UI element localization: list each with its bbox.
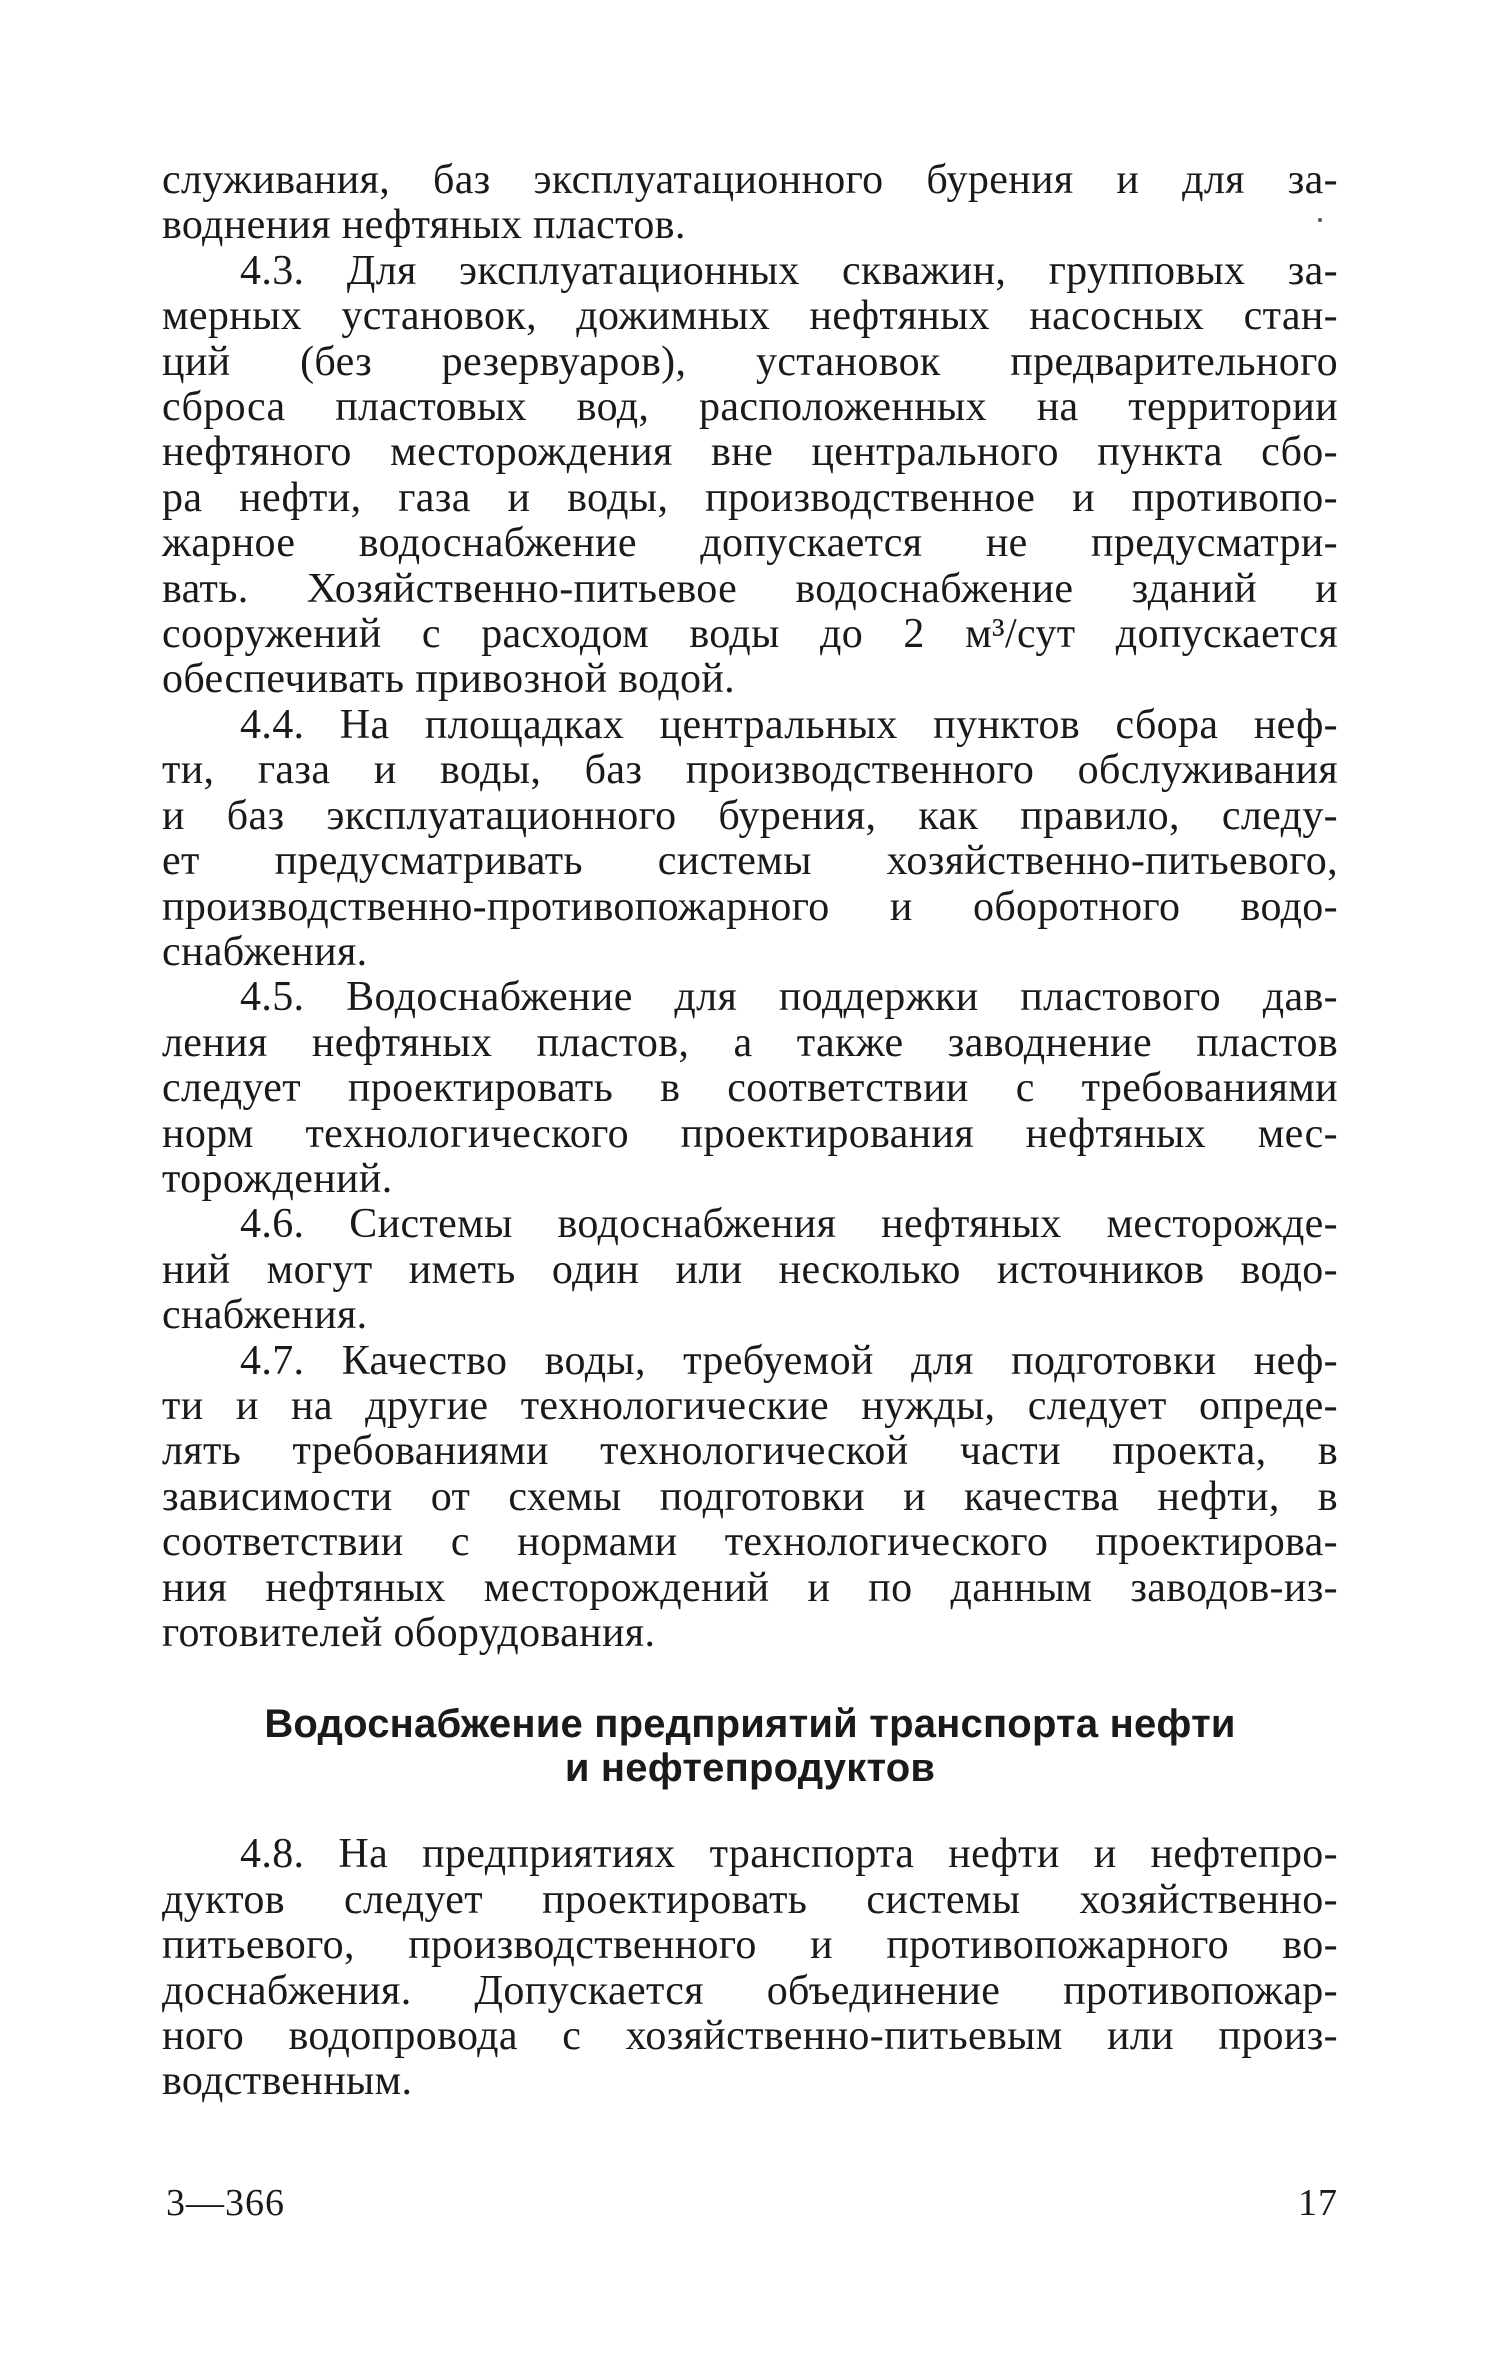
text-line: соответствии с нормами технологического проектирова- xyxy=(162,1519,1338,1566)
text-line: 4.4. На площадках центральных пунктов сбора неф- xyxy=(240,701,1338,748)
text-line: 4.3. Для эксплуатационных скважин, групповых за- xyxy=(240,247,1338,294)
text-line: лять требованиями технологической части проекта, в xyxy=(162,1428,1338,1475)
text-line: жарное водоснабжение допускается не предусматри- xyxy=(162,520,1338,567)
text-line: норм технологического проектирования нефтяных мес- xyxy=(162,1110,1338,1157)
text-line: ра нефти, газа и воды, производственное и противопо- xyxy=(162,474,1338,521)
text-line: 4.5. Водоснабжение для поддержки пластового дав- xyxy=(240,974,1338,1021)
paragraph-4-4 xyxy=(162,703,1338,975)
text-line: служивания, баз эксплуатационного бурения и для за- xyxy=(162,157,1338,203)
text-line: сброса пластовых вод, расположенных на территории xyxy=(162,384,1338,431)
document-page xyxy=(162,158,1338,2105)
paragraph-4-7 xyxy=(162,1339,1338,1657)
text-line: ления нефтяных пластов, а также заводнение пластов xyxy=(162,1019,1338,1066)
text-line: готовителей оборудования. xyxy=(162,1610,656,1656)
section-heading-line-1: Водоснабжение предприятий транспорта нефти xyxy=(264,1702,1236,1747)
page-number: 17 xyxy=(1298,2182,1338,2224)
text-line: ти и на другие технологические нужды, следует опреде- xyxy=(162,1382,1338,1429)
text-line: зависимости от схемы подготовки и качества нефти, в xyxy=(162,1473,1338,1520)
text-line: обеспечивать привозной водой. xyxy=(162,656,736,703)
text-line: ний могут иметь один или несколько источников водо- xyxy=(162,1246,1338,1293)
text-line: 4.6. Системы водоснабжения нефтяных месторожде- xyxy=(240,1201,1338,1248)
scan-speck xyxy=(1318,218,1322,222)
paragraph-continuation xyxy=(162,158,1338,249)
text-line: ций (без резервуаров), установок предварительного xyxy=(162,338,1338,385)
text-line: вать. Хозяйственно-питьевое водоснабжение зданий и xyxy=(162,565,1338,612)
text-line: ет предусматривать системы хозяйственно-питьевого, xyxy=(162,838,1338,885)
text-line: водственным. xyxy=(162,2058,413,2105)
text-line: нефтяного месторождения вне центрального пункта сбо- xyxy=(162,429,1338,476)
paragraph-4-5 xyxy=(162,975,1338,1202)
text-line: питьевого, производственного и противопожарного во- xyxy=(162,1922,1338,1969)
text-line: 4.8. На предприятиях транспорта нефти и нефтепро- xyxy=(240,1831,1338,1878)
text-line: снабжения. xyxy=(162,928,368,975)
printer-signature: 3—366 xyxy=(166,2182,285,2224)
text-line: следует проектировать в соответствии с требованиями xyxy=(162,1065,1338,1112)
text-line: воднения нефтяных пластов. xyxy=(162,202,686,249)
text-line: производственно-противопожарного и оборотного водо- xyxy=(162,883,1338,930)
paragraph-4-6 xyxy=(162,1202,1338,1338)
text-line: ного водопровода с хозяйственно-питьевым или произ- xyxy=(162,2013,1338,2060)
text-line: 4.7. Качество воды, требуемой для подготовки неф- xyxy=(240,1337,1338,1384)
paragraph-4-8 xyxy=(162,1832,1338,2104)
text-line: и баз эксплуатационного бурения, как правило, следу- xyxy=(162,792,1338,839)
text-line: мерных установок, дожимных нефтяных насосных стан- xyxy=(162,293,1338,340)
section-heading xyxy=(162,1702,1338,1790)
text-line: дуктов следует проектировать системы хозяйственно- xyxy=(162,1876,1338,1923)
section-heading-line-2: и нефтепродуктов xyxy=(564,1746,936,1791)
text-line: сооружений с расходом воды до 2 м³/сут допускается xyxy=(162,611,1338,658)
text-line: ти, газа и воды, баз производственного обслуживания xyxy=(162,747,1338,794)
text-line: доснабжения. Допускается объединение противопожар- xyxy=(162,1967,1338,2014)
paragraph-4-3 xyxy=(162,249,1338,703)
text-line: торождений. xyxy=(162,1155,393,1202)
text-line: ния нефтяных месторождений и по данным заводов-из- xyxy=(162,1564,1338,1611)
text-line: снабжения. xyxy=(162,1292,368,1339)
